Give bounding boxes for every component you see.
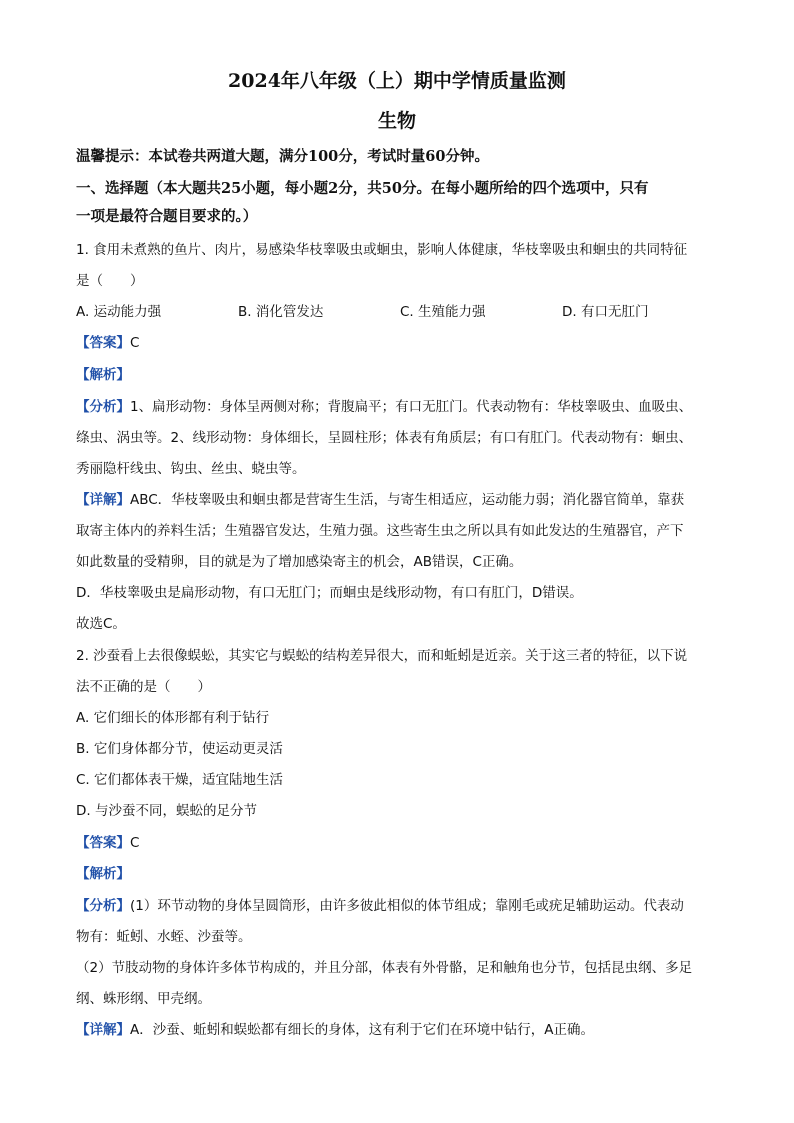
- fenxi-text: 1、扁形动物：身体呈两侧对称；背腹扁平；有口无肛门。代表动物有：华枝睾吸虫、血吸虫、: [130, 399, 693, 415]
- q1-stem-line-2: 是（ ）: [76, 273, 144, 289]
- answer-value: C: [130, 335, 140, 351]
- q1-xiangjie-line-4: D．华枝睾吸虫是扁形动物，有口无肛门；而蛔虫是线形动物，有口有肛门，D错误。: [76, 585, 583, 601]
- q2-stem-line-1: 2. 沙蚕看上去很像蜈蚣，其实它与蜈蚣的结构差异很大，而和蚯蚓是近亲。关于这三者的特征，以下说: [76, 648, 688, 664]
- notice: 温馨提示：本试卷共两道大题，满分100分，考试时量60分钟。: [76, 148, 489, 165]
- fenxi-text: (1）环节动物的身体呈圆筒形，由许多彼此相似的体节组成；靠刚毛或疣足辅助运动。代表动: [130, 898, 684, 914]
- analysis-tag: 【解析】: [76, 367, 130, 383]
- answer-tag: 【答案】: [76, 335, 130, 351]
- q1-xiangjie-line-1: [76, 491, 726, 509]
- analysis-tag: 【解析】: [76, 866, 130, 882]
- q2-fenxi-line-1: [76, 897, 726, 915]
- q1-option-d: D. 有口无肛门: [562, 304, 649, 320]
- q2-option-a: A. 它们细长的体形都有利于钻行: [76, 710, 270, 726]
- q1-conclusion: 故选C。: [76, 616, 126, 632]
- answer-tag: 【答案】: [76, 835, 130, 851]
- q2-fenxi-line-2: 物有：蚯蚓、水蛭、沙蚕等。: [76, 929, 252, 945]
- q1-fenxi-line-3: 秀丽隐杆线虫、钩虫、丝虫、蛲虫等。: [76, 461, 306, 477]
- q1-fenxi-line-2: 绦虫、涡虫等。2、线形动物：身体细长，呈圆柱形；体表有角质层；有口有肛门。代表动物有：蛔虫、: [76, 430, 693, 446]
- q2-fenxi-line-3: （2）节肢动物的身体许多体节构成的，并且分部，体表有外骨骼，足和触角也分节，包括昆虫纲、多足: [76, 960, 693, 976]
- q1-xiangjie-line-2: 取寄主体内的养料生活；生殖器官发达，生殖力强。这些寄生虫之所以具有如此发达的生殖器官，产下: [76, 523, 684, 539]
- q1-fenxi-line-1: [76, 398, 726, 416]
- subject-title: 生物: [377, 110, 416, 132]
- q1-stem-line-1: 1. 食用未煮熟的鱼片、肉片，易感染华枝睾吸虫或蛔虫，影响人体健康，华枝睾吸虫和蛔虫的共同特征: [76, 242, 688, 258]
- section-heading-line-1: 一、选择题（本大题共25小题，每小题2分，共50分。在每小题所给的四个选项中，只有: [76, 180, 649, 197]
- q2-option-d: D. 与沙蚕不同，蜈蚣的足分节: [76, 803, 257, 819]
- fenxi-tag: 【分析】: [76, 399, 130, 415]
- section-heading-line-2: 一项是最符合题目要求的。）: [76, 208, 258, 225]
- q2-fenxi-line-4: 纲、蛛形纲、甲壳纲。: [76, 991, 211, 1007]
- xiangjie-tag: 【详解】: [76, 1022, 130, 1038]
- q2-answer: [76, 834, 726, 852]
- q1-xiangjie-line-3: 如此数量的受精卵，目的就是为了增加感染寄主的机会，AB错误，C正确。: [76, 554, 523, 570]
- xiangjie-tag: 【详解】: [76, 492, 130, 508]
- exam-title: 2024年八年级（上）期中学情质量监测: [228, 70, 566, 92]
- q1-option-c: C. 生殖能力强: [400, 304, 486, 320]
- q2-option-b: B. 它们身体都分节，使运动更灵活: [76, 741, 283, 757]
- q2-option-c: C. 它们都体表干燥，适宜陆地生活: [76, 772, 284, 788]
- q2-stem-line-2: 法不正确的是（ ）: [76, 679, 211, 695]
- q1-analysis-heading: [76, 366, 726, 384]
- q1-option-a: A. 运动能力强: [76, 304, 162, 320]
- q1-option-b: B. 消化管发达: [238, 304, 324, 320]
- q2-analysis-heading: [76, 865, 726, 883]
- xiangjie-text: A．沙蚕、蚯蚓和蜈蚣都有细长的身体，这有利于它们在环境中钻行，A正确。: [130, 1022, 594, 1038]
- q2-xiangjie-line-1: [76, 1021, 726, 1039]
- answer-value: C: [130, 835, 140, 851]
- fenxi-tag: 【分析】: [76, 898, 130, 914]
- q1-answer: [76, 334, 726, 352]
- xiangjie-text: ABC．华枝睾吸虫和蛔虫都是营寄生生活，与寄生相适应，运动能力弱；消化器官简单，靠获: [130, 492, 685, 508]
